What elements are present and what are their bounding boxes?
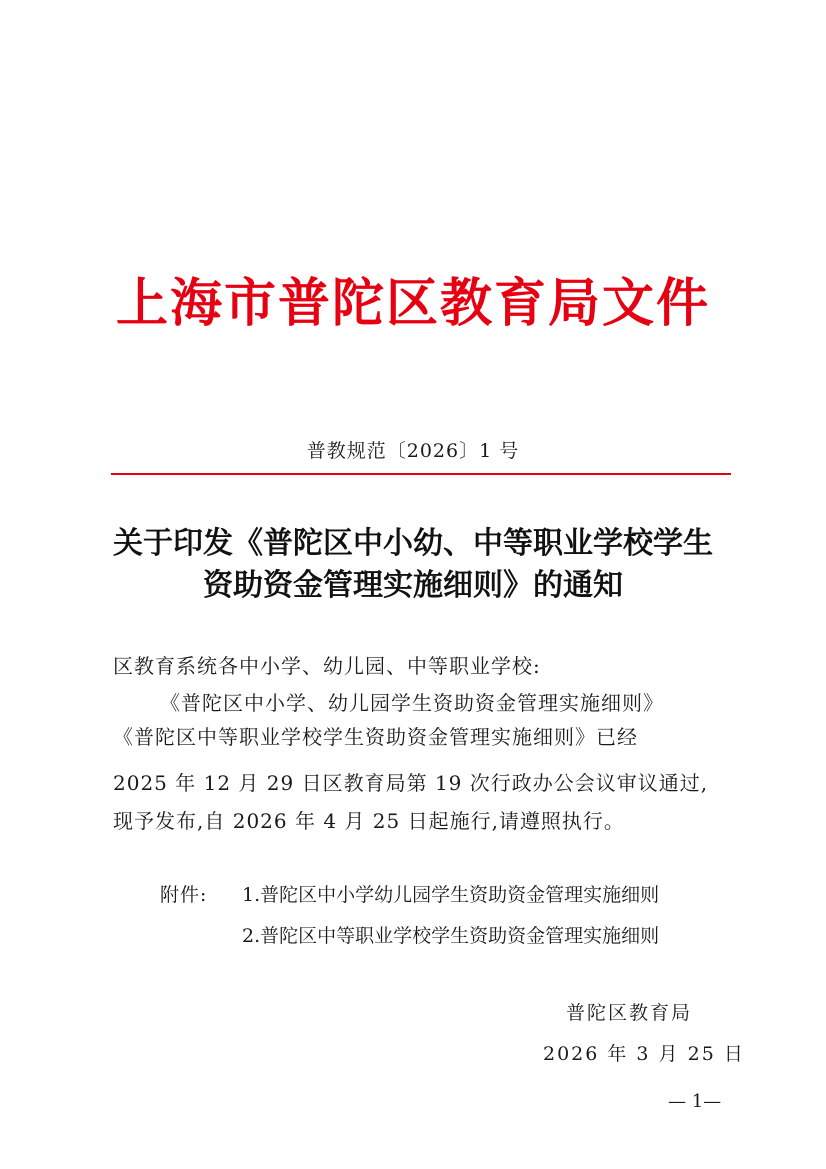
- page-number: — 1—: [668, 1091, 722, 1112]
- red-divider-line: [111, 473, 731, 475]
- salutation: 区教育系统各中小学、幼儿园、中等职业学校:: [113, 654, 541, 678]
- body-line-3: 2025 年 12 月 29 日区教育局第 19 次行政办公会议审议通过,: [113, 771, 709, 795]
- document-number: 普教规范〔2026〕1 号: [306, 440, 520, 462]
- attachment-item-2: 2.普陀区中等职业学校学生资助资金管理实施细则: [242, 925, 660, 947]
- signature-organization: 普陀区教育局: [566, 1002, 693, 1024]
- attachments-label: 附件:: [160, 884, 208, 906]
- notice-title-line-2: 资助资金管理实施细则》的通知: [203, 568, 623, 603]
- body-line-2: 《普陀区中等职业学校学生资助资金管理实施细则》已经: [113, 725, 638, 749]
- body-line-1: 《普陀区中小学、幼儿园学生资助资金管理实施细则》: [160, 691, 664, 715]
- signature-date: 2026 年 3 月 25 日: [543, 1043, 745, 1065]
- notice-title-line-1: 关于印发《普陀区中小幼、中等职业学校学生: [113, 526, 713, 561]
- body-line-4: 现予发布,自 2026 年 4 月 25 日起施行,请遵照执行。: [113, 809, 625, 833]
- attachment-item-1: 1.普陀区中小学幼儿园学生资助资金管理实施细则: [242, 884, 660, 906]
- masthead-title: 上海市普陀区教育局文件: [115, 273, 710, 334]
